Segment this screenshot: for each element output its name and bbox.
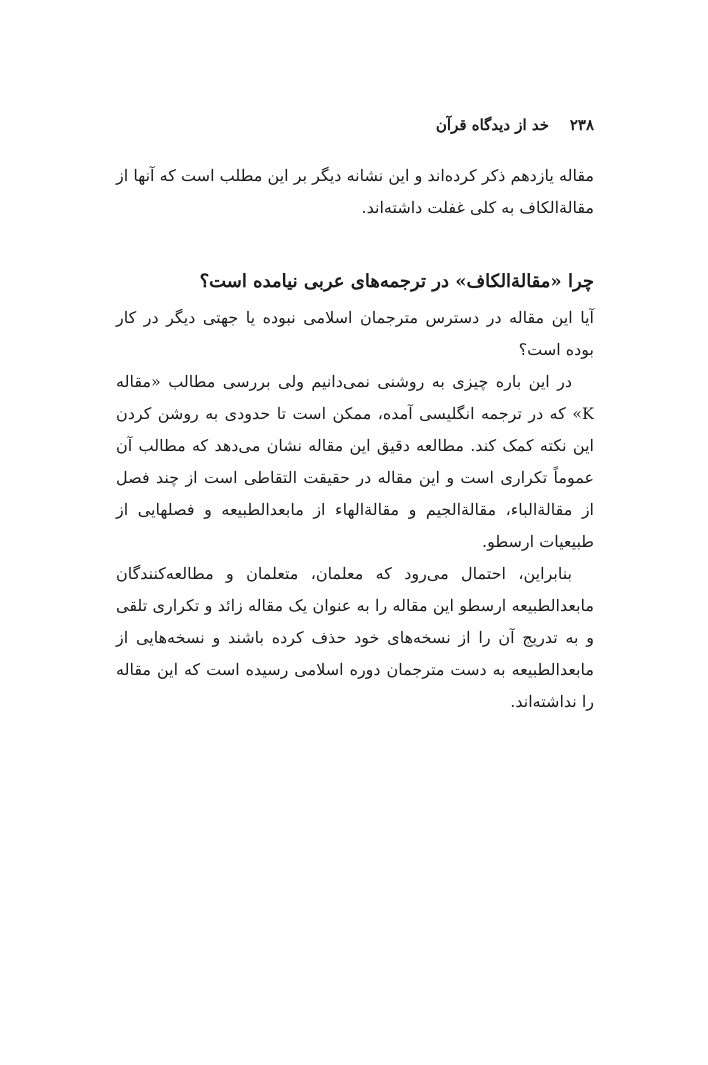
section-paragraph-question: آیا این مقاله در دسترس مترجمان اسلامی نبوده یا جهتی دیگر در کار بوده است؟ xyxy=(116,308,594,359)
section-paragraph-conclusion: بنابراین، احتمال می‌رود که معلمان، متعلمان و مطالعه‌کنندگان مابعدالطبیعه ارسطو این مقاله را به عنوان یک مقاله زائد و تکراری تلقی و به تدریج آن را از نسخه‌های خود حذف کرده باشند و نسخه‌هایی از مابعدالطبیعه به دست مترجمان دوره اسلامی رسیده است که این مقاله را نداشته‌اند. xyxy=(116,564,594,711)
book-page xyxy=(116,112,594,718)
page-number: ۲۳۸ xyxy=(569,116,594,134)
section-paragraph-analysis: در این باره چیزی به روشنی نمی‌دانیم ولی بررسی مطالب «مقاله K» که در ترجمه انگلیسی آمده، ممکن است تا حدودی به روشن کردن این نکته کمک کند. مطالعه دقیق این مقاله نشان می‌دهد که مطالب آن عموماً تکراری است و این مقاله در حقیقت التقاطی است از چند فصل از مقالةالباء، مقالةالجیم و مقالةالهاء از مابعدالطبیعه و فصلهایی از طبیعیات ارسطو. xyxy=(116,372,594,551)
running-header xyxy=(116,112,594,138)
running-title: خد از دیدگاه قرآن xyxy=(435,116,550,134)
intro-paragraph: مقاله یازدهم ذکر کرده‌اند و این نشانه دیگر بر این مطلب است که آنها از مقالةالکاف به کلی غفلت داشته‌اند. xyxy=(116,166,594,217)
section-heading: چرا «مقالةالکاف» در ترجمه‌های عربی نیامده است؟ xyxy=(199,271,594,292)
